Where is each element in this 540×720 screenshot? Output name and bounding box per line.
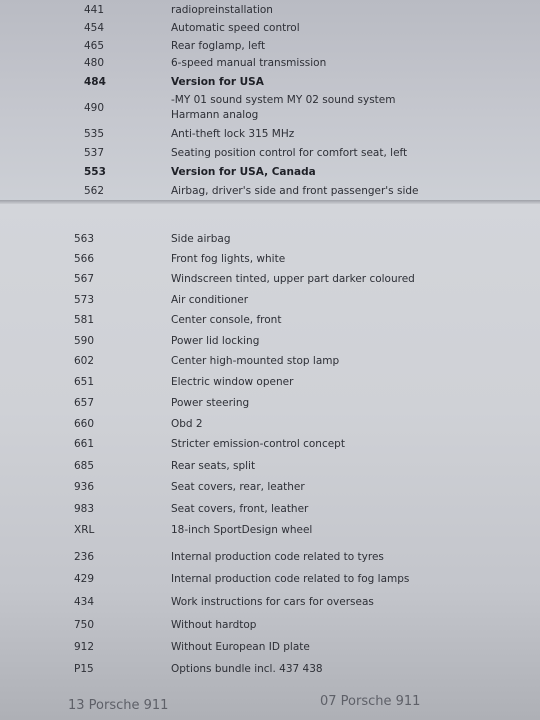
option-description: Power steering — [171, 397, 250, 409]
option-code: 441 — [84, 4, 105, 16]
option-code: 657 — [74, 397, 95, 409]
option-description: Without hardtop — [171, 619, 257, 631]
option-code: XRL — [74, 524, 95, 536]
option-description: Side airbag — [171, 233, 231, 245]
option-description: Work instructions for cars for overseas — [171, 596, 374, 608]
option-code: 602 — [74, 355, 95, 367]
option-description: Electric window opener — [171, 376, 294, 388]
option-description: Seat covers, rear, leather — [171, 481, 305, 493]
option-code: 661 — [74, 438, 95, 450]
option-code: P15 — [74, 663, 94, 675]
option-description: Rear seats, split — [171, 460, 256, 472]
option-code: 566 — [74, 253, 95, 265]
option-description: Center high-mounted stop lamp — [171, 355, 340, 367]
option-code: 562 — [84, 185, 105, 197]
option-code: 454 — [84, 22, 105, 34]
option-code: 912 — [74, 641, 95, 653]
option-description: Seating position control for comfort seat, left — [171, 147, 408, 159]
option-code: 480 — [84, 57, 105, 69]
option-code: 490 — [84, 102, 105, 114]
option-code: 750 — [74, 619, 95, 631]
option-description: radiopreinstallation — [171, 4, 273, 16]
option-description: Stricter emission-control concept — [171, 438, 345, 450]
option-description: Version for USA — [171, 76, 264, 88]
option-code: 660 — [74, 418, 95, 430]
option-code: 936 — [74, 481, 95, 493]
option-description: Air conditioner — [171, 294, 249, 306]
option-description: Airbag, driver's side and front passenger's side — [171, 185, 419, 197]
footer-left-text: 13 Porsche 911 — [68, 698, 169, 713]
option-code: 651 — [74, 376, 95, 388]
option-description: Power lid locking — [171, 335, 260, 347]
option-description: Obd 2 — [171, 418, 203, 430]
option-description: -MY 01 sound system MY 02 sound system Harmann analog — [171, 94, 396, 121]
option-code: 484 — [84, 76, 106, 88]
option-code: 434 — [74, 596, 95, 608]
option-code: 429 — [74, 573, 95, 585]
footer-right-text: 07 Porsche 911 — [320, 694, 421, 709]
option-code: 537 — [84, 147, 105, 159]
option-code: 563 — [74, 233, 95, 245]
upper-page — [0, 0, 540, 204]
option-code: 573 — [74, 294, 95, 306]
option-description: Internal production code related to fog lamps — [171, 573, 410, 585]
option-description: 18-inch SportDesign wheel — [171, 524, 313, 536]
option-code: 535 — [84, 128, 105, 140]
option-code: 553 — [84, 166, 106, 178]
option-code: 581 — [74, 314, 95, 326]
option-description: Center console, front — [171, 314, 282, 326]
option-code: 465 — [84, 40, 105, 52]
option-description: Version for USA, Canada — [171, 166, 316, 178]
option-code: 567 — [74, 273, 95, 285]
option-description: Anti-theft lock 315 MHz — [171, 128, 295, 140]
option-description: Seat covers, front, leather — [171, 503, 309, 515]
option-description: Options bundle incl. 437 438 — [171, 663, 323, 675]
option-code: 590 — [74, 335, 95, 347]
option-description: Without European ID plate — [171, 641, 310, 653]
option-description: Rear foglamp, left — [171, 40, 266, 52]
lower-page — [0, 204, 540, 720]
option-code: 983 — [74, 503, 95, 515]
option-code: 236 — [74, 551, 95, 563]
option-description: 6-speed manual transmission — [171, 57, 327, 69]
option-description: Automatic speed control — [171, 22, 300, 34]
option-description: Internal production code related to tyres — [171, 551, 384, 563]
option-description: Front fog lights, white — [171, 253, 286, 265]
option-description: Windscreen tinted, upper part darker coloured — [171, 273, 415, 285]
option-code: 685 — [74, 460, 95, 472]
